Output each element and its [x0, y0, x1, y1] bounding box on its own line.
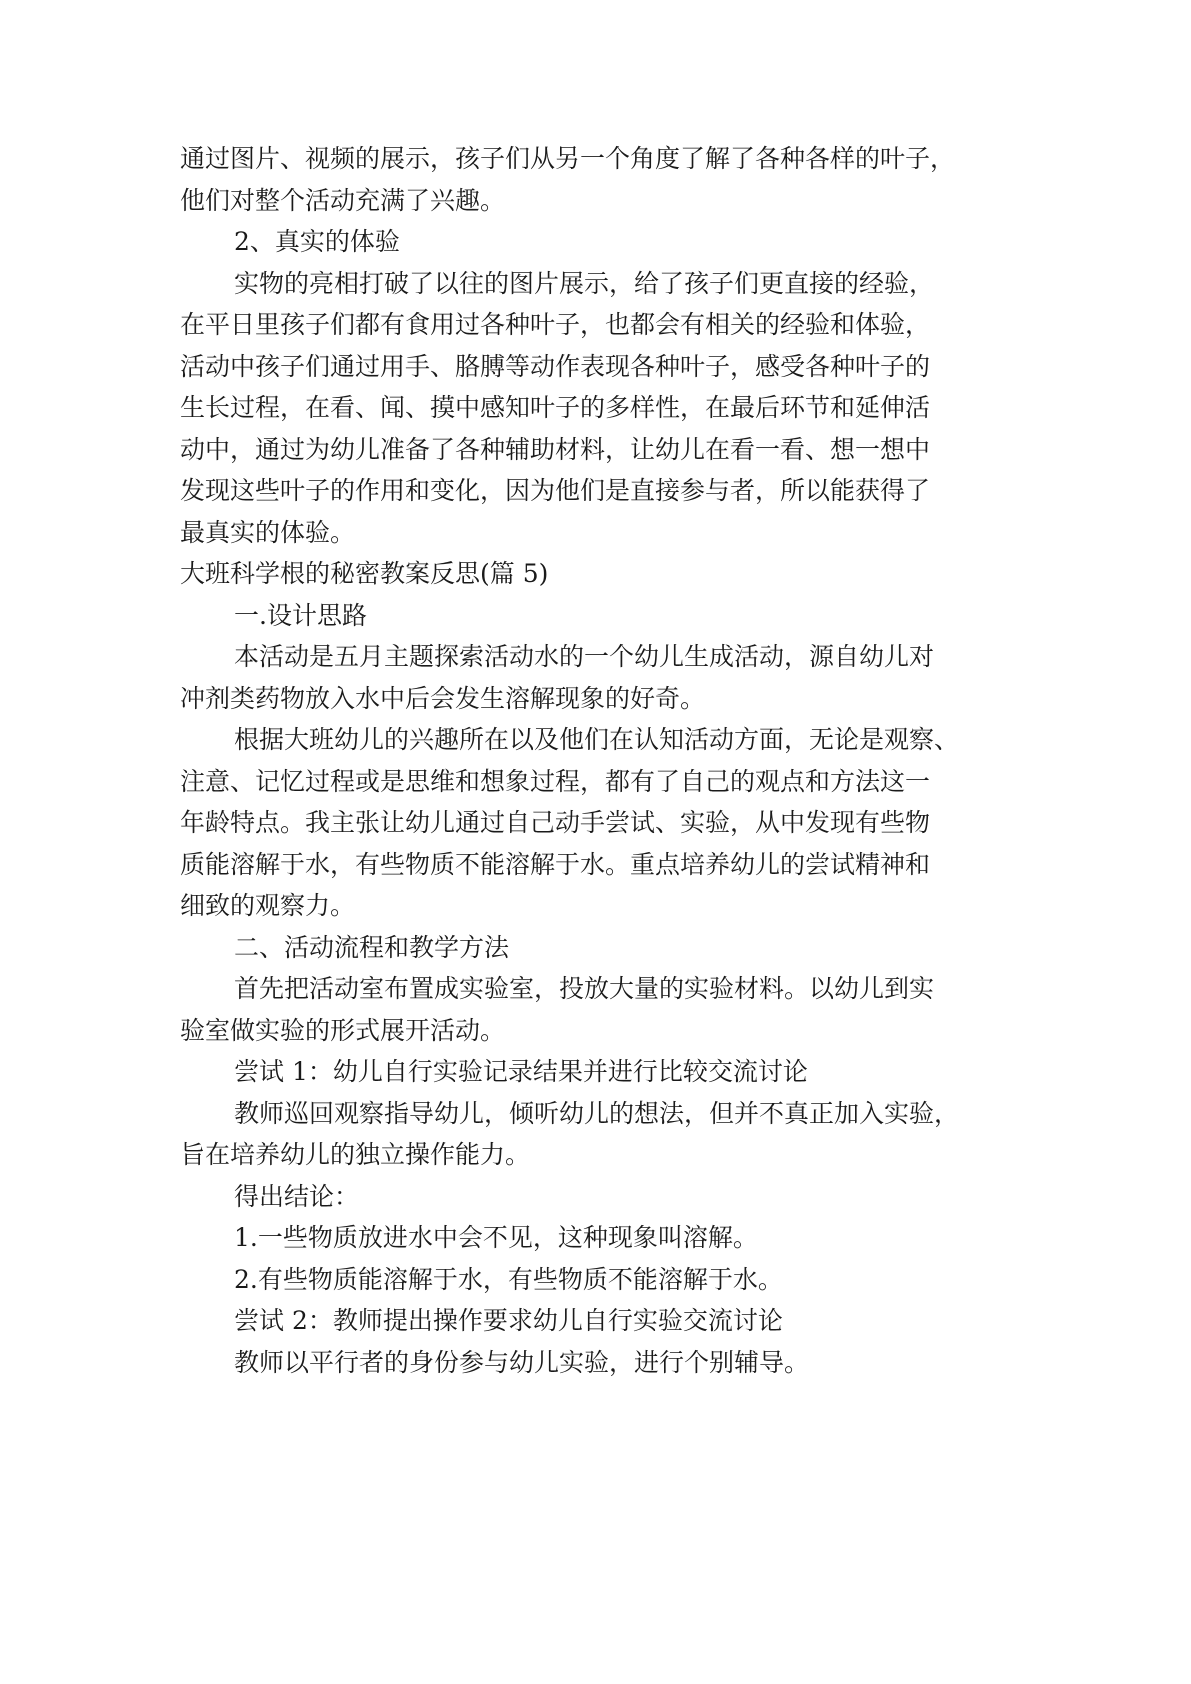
text-line: 动中，通过为幼儿准备了各种辅助材料，让幼儿在看一看、想一想中 [180, 434, 931, 464]
text-line: 通过图片、视频的展示，孩子们从另一个角度了解了各种各样的叶子， [180, 144, 956, 173]
text-line: 质能溶解于水，有些物质不能溶解于水。重点培养幼儿的尝试精神和 [180, 849, 931, 879]
list-item: 2.有些物质能溶解于水，有些物质不能溶解于水。 [234, 1264, 783, 1294]
section-heading: 2、真实的体验 [234, 227, 400, 256]
text-line: 活动中孩子们通过用手、胳膊等动作表现各种叶子，感受各种叶子的 [180, 351, 931, 381]
text-line: 最真实的体验。 [180, 517, 356, 547]
text-line: 他们对整个活动充满了兴趣。 [180, 185, 506, 215]
text-line: 生长过程，在看、闻、摸中感知叶子的多样性，在最后环节和延伸活 [180, 393, 931, 422]
text-line: 验室做实验的形式展开活动。 [180, 1015, 506, 1045]
text-line: 教师巡回观察指导幼儿，倾听幼儿的想法，但并不真正加入实验， [234, 1098, 960, 1128]
text-line: 年龄特点。我主张让幼儿通过自己动手尝试、实验，从中发现有些物 [180, 808, 931, 837]
text-line: 旨在培养幼儿的独立操作能力。 [180, 1140, 531, 1169]
text-line: 尝试 2：教师提出操作要求幼儿自行实验交流讨论 [234, 1306, 783, 1335]
text-line: 尝试 1：幼儿自行实验记录结果并进行比较交流讨论 [234, 1057, 808, 1086]
text-line: 发现这些叶子的作用和变化，因为他们是直接参与者，所以能获得了 [180, 476, 931, 505]
text-line: 在平日里孩子们都有食用过各种叶子，也都会有相关的经验和体验， [180, 310, 931, 339]
text-line: 冲剂类药物放入水中后会发生溶解现象的好奇。 [180, 683, 706, 713]
list-item: 1.一些物质放进水中会不见，这种现象叫溶解。 [234, 1223, 758, 1252]
section-heading: 一.设计思路 [234, 600, 367, 630]
text-line: 细致的观察力。 [180, 891, 356, 920]
text-line: 实物的亮相打破了以往的图片展示，给了孩子们更直接的经验， [234, 268, 935, 298]
text-line: 首先把活动室布置成实验室，投放大量的实验材料。以幼儿到实 [234, 974, 935, 1003]
text-line: 本活动是五月主题探索活动水的一个幼儿生成活动，源自幼儿对 [234, 642, 935, 671]
article-title: 大班科学根的秘密教案反思(篇 5) [180, 559, 549, 588]
text-line: 教师以平行者的身份参与幼儿实验，进行个别辅导。 [234, 1347, 810, 1377]
text-line: 得出结论： [234, 1181, 360, 1211]
text-line: 注意、记忆过程或是思维和想象过程，都有了自己的观点和方法这一 [180, 766, 931, 796]
document-body [180, 138, 1030, 1383]
text-line: 根据大班幼儿的兴趣所在以及他们在认知活动方面，无论是观察、 [234, 725, 960, 754]
section-heading: 二、活动流程和教学方法 [234, 932, 510, 962]
